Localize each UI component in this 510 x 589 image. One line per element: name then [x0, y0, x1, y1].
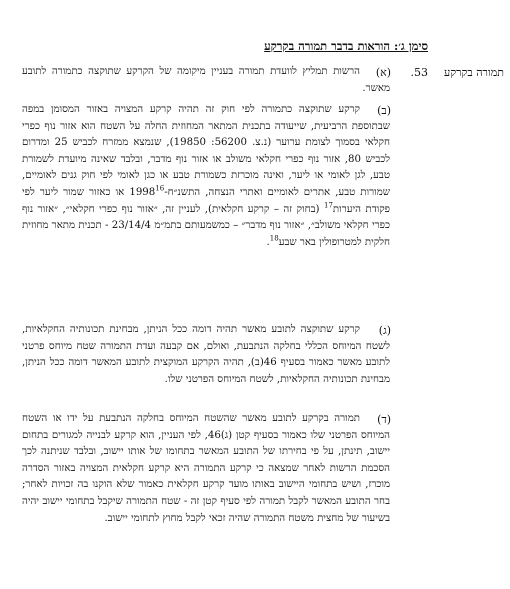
- footnote-ref-17: 17: [323, 201, 333, 210]
- footnote-ref-18: 18: [269, 234, 279, 243]
- paragraph-b-text-4: .: [266, 236, 270, 248]
- paragraph-b-text-1: קרקע שתוקצה כתמורה לפי חוק זה תהיה קרקע המצויה באזור המסומן במפה שבתוספת הרביעית, שייעודה בתכנית המתאר המחוזית החלה על השטח הוא אזור נוף כפרי חקלאי בסמוך לצומת ערוער (נ.צ. 56200: 19850), שנמצא ממזרח לכביש 25 ומדרום לכביש 80, אזור נוף כפרי חקלאי משולב או אזור נוף מדבר, ובלבד שאינה מיועדת לשמורת טבע, לגן לאומי או ליער, ואינה מוכרזת כשמורת טבע או כגן לאומי לפי חוק גנים לאומיים, שמורות טבע, אתרים לאומיים ואתרי הנצחה, התשנ״ח-1998: [22, 104, 390, 198]
- paragraph-a: הרשות תמליץ לוועדת תמורה בעניין מיקומה של הקרקע שתוקצה כתמורה לתובע מאשר.: [22, 66, 390, 94]
- paragraph-label-c: (ג): [378, 324, 391, 337]
- paragraph-label-a: (א): [375, 66, 391, 79]
- margin-note: תמורה בקרקע: [444, 66, 504, 79]
- paragraph-b: [22, 102, 390, 251]
- paragraph-b-text-2: או כאזור שמור ליער לפי פקודת היערות: [22, 186, 390, 215]
- paragraph-d: תמורה בקרקע לתובע מאשר שהשטח המיוחס בחלקה הנתבעת על ידו או השטח המיוחס הפרטני שלו כאמור בסעיף קטן (ג)46, לפי העניין, הוא קרקע לבנייה למגורים בתחום יישוב, תינתן, על פי בחירתו של התובע המאשר בתחומו של אותו יישוב, ובלבד שניתנה לכך הסכמת הרשות לאחר שמצאה כי קרקע התמורה היא קרקע חקלאית המצויה באזור הסדרה מוכרז, ושיש בתחומי היישוב באותו מועד קרקע חקלאית כאמור שלא הוקנו בה זכויות לאחר; בחר התובע המאשר לקבל תמורה לפי סעיף קטן זה - שטח התמורה שיקבל בתחומי יישוב יהיה בשיעור של מחצית משטח התמורה שהיה זכאי לקבל מחוץ לתחומי יישוב.: [22, 413, 390, 524]
- paragraph-label-d: (ד): [377, 413, 391, 426]
- footnote-ref-16: 16: [155, 184, 165, 193]
- paragraph-b-text-3: (בחוק זה – קרקע חקלאית), לעניין זה, ״אזור נוף כפרי חקלאי״, ״אזור נוף כפרי חקלאי משולב״, ״אזור נוף מדבר״ – כמשמעותם בתמ״מ 23/14/4 - תכנית מתאר מחוזית חלקית למטרופולין באר שבע: [22, 203, 390, 248]
- paragraph-label-b: (ב): [377, 104, 391, 117]
- chapter-title: סימן ג׳: הוראות בדבר תמורה בקרקע: [264, 39, 428, 53]
- section-number: 53.: [410, 66, 428, 79]
- paragraph-c: קרקע שתוקצה לתובע מאשר תהיה דומה ככל הניתן, מבחינת תכונותיה החקלאיות, לשטח המיוחס הכללי בחלקה הנתבעת, ואולם, אם קבעה ועדת התמורה שטח מיוחס פרטני לתובע מאשר כאמור בסעיף 46(ב), תהיה הקרקע המוקצית לתובע המאשר דומה ככל הניתן, מבחינת תכונותיה החקלאיות, לשטח המיוחס הפרטני שלו.: [22, 324, 390, 385]
